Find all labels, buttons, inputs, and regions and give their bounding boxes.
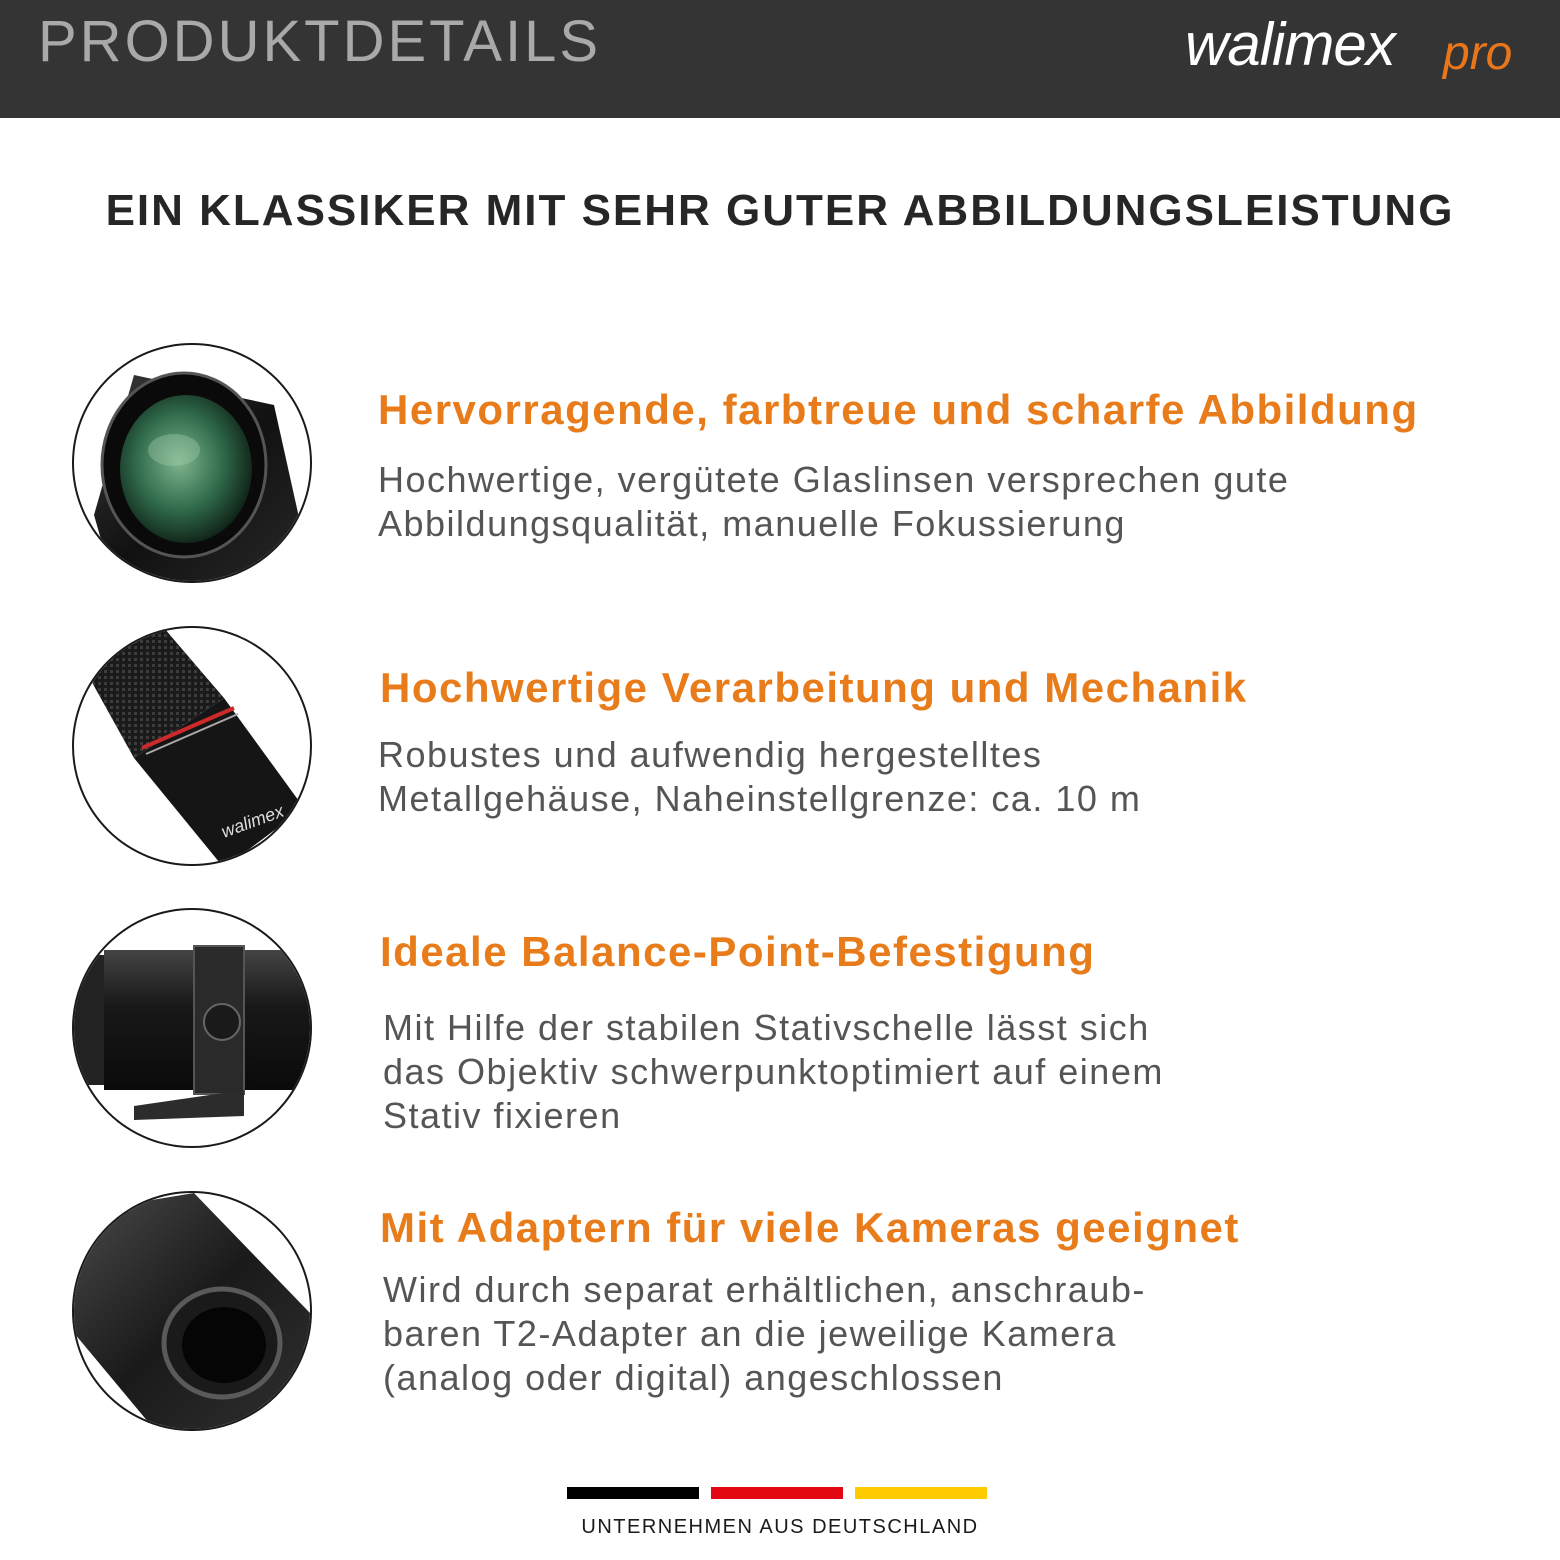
feature-text-4 <box>383 1268 1146 1400</box>
feature-title-2: Hochwertige Verarbeitung und Mechanik <box>380 664 1248 711</box>
logo-suffix: pro <box>1443 27 1513 80</box>
headline: EIN KLASSIKER MIT SEHR GUTER ABBILDUNGSLEISTUNG <box>105 186 1455 235</box>
feature-text-line: Stativ fixieren <box>383 1095 622 1136</box>
footer-text: UNTERNEHMEN AUS DEUTSCHLAND <box>581 1516 979 1538</box>
feature-text-1 <box>378 458 1289 546</box>
lens-focus-ring-illustration <box>74 628 310 864</box>
flag-stripe-red <box>711 1487 843 1499</box>
lens-mount-icon <box>72 1191 312 1431</box>
feature-text-line: das Objektiv schwerpunktoptimiert auf einem <box>383 1051 1164 1092</box>
feature-title-4: Mit Adaptern für viele Kameras geeignet <box>380 1204 1240 1251</box>
lens-focus-ring-icon <box>72 626 312 866</box>
feature-text-line: Hochwertige, vergütete Glaslinsen versprechen gute <box>378 459 1290 500</box>
flag-stripe-gold <box>855 1487 987 1499</box>
feature-text-line: Abbildungsqualität, manuelle Fokussierung <box>378 503 1126 544</box>
header-bar <box>0 0 1560 118</box>
feature-text-3 <box>383 1006 1164 1138</box>
lens-front-glass-illustration <box>74 345 310 581</box>
feature-text-line: (analog oder digital) angeschlossen <box>383 1357 1004 1398</box>
page-title: PRODUKTDETAILS <box>38 9 602 74</box>
tripod-collar-illustration <box>74 910 310 1146</box>
flag-stripe-black <box>567 1487 699 1499</box>
feature-title-3: Ideale Balance-Point-Befestigung <box>380 928 1096 975</box>
lens-front-glass-icon <box>72 343 312 583</box>
feature-title-1: Hervorragende, farbtreue und scharfe Abbildung <box>378 386 1419 433</box>
lens-mount-illustration <box>74 1193 310 1429</box>
feature-text-line: Wird durch separat erhältlichen, anschraub- <box>383 1269 1146 1310</box>
svg-text:walimex: walimex <box>218 800 287 842</box>
feature-text-line: Robustes und aufwendig hergestelltes <box>378 734 1043 775</box>
feature-text-2 <box>378 733 1141 821</box>
feature-text-line: Metallgehäuse, Naheinstellgrenze: ca. 10 m <box>378 778 1142 819</box>
logo-wordmark: walimex <box>1185 11 1395 78</box>
walimex-pro-logo <box>1185 10 1530 80</box>
feature-text-line: Mit Hilfe der stabilen Stativschelle lässt sich <box>383 1007 1150 1048</box>
tripod-collar-icon <box>72 908 312 1148</box>
feature-text-line: baren T2-Adapter an die jeweilige Kamera <box>383 1313 1117 1354</box>
